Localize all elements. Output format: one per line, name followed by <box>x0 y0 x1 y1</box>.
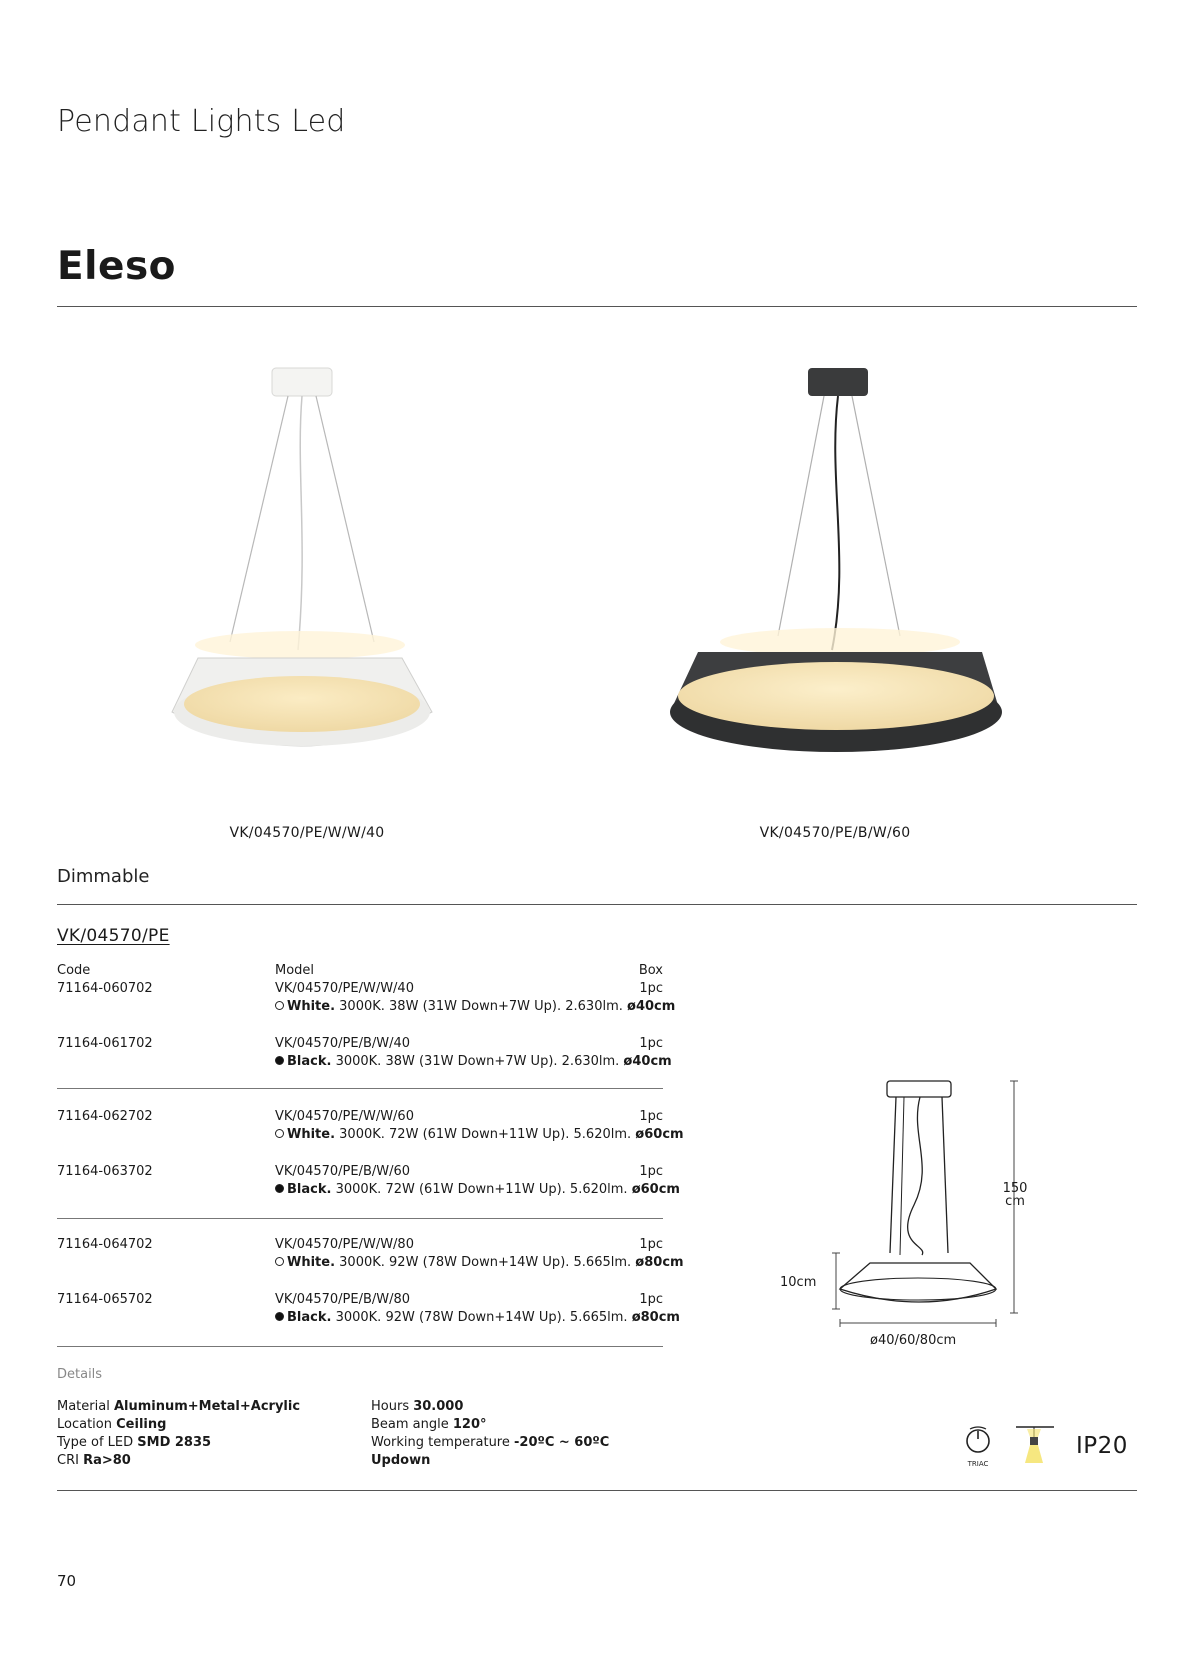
spec-text: 3000K. 92W (78W Down+14W Up). 5.665lm. <box>331 1310 632 1325</box>
product-name: Eleso <box>57 244 176 289</box>
page-number: 70 <box>57 1572 77 1590</box>
row-box: 1pc <box>639 1036 663 1051</box>
detail-material: Material Aluminum+Metal+Acrylic <box>57 1399 301 1414</box>
row-description <box>275 1182 680 1197</box>
black-swatch-icon <box>275 1312 284 1321</box>
white-swatch-icon <box>275 1001 284 1010</box>
details-heading: Details <box>57 1367 103 1382</box>
size-label: ø60cm <box>635 1127 684 1142</box>
white-swatch-icon <box>275 1257 284 1266</box>
category-title: Pendant Lights Led <box>57 104 346 139</box>
detail-beam-angle: Beam angle 120° <box>371 1417 487 1432</box>
row-code: 71164-064702 <box>57 1237 153 1252</box>
dimmable-label: Dimmable <box>57 866 150 887</box>
row-code: 71164-065702 <box>57 1292 153 1307</box>
size-label: ø40cm <box>627 999 676 1014</box>
details-left <box>57 1398 300 1470</box>
detail-updown: Updown <box>371 1453 431 1468</box>
row-box: 1pc <box>639 1237 663 1252</box>
row-code: 71164-063702 <box>57 1164 153 1179</box>
detail-hours: Hours 30.000 <box>371 1399 464 1414</box>
row-model: VK/04570/PE/W/W/60 <box>275 1109 414 1124</box>
shade-height-label: 10cm <box>780 1275 817 1290</box>
image-label-black: VK/04570/PE/B/W/60 <box>759 825 911 841</box>
detail-cri: CRI Ra>80 <box>57 1453 131 1468</box>
color-label: White. <box>287 1255 336 1270</box>
header-divider <box>57 306 1137 307</box>
product-image-white <box>170 360 450 770</box>
row-box: 1pc <box>639 981 663 996</box>
group-divider <box>57 1088 663 1089</box>
row-model: VK/04570/PE/B/W/80 <box>275 1292 411 1307</box>
black-swatch-icon <box>275 1056 284 1065</box>
size-label: ø80cm <box>631 1310 680 1325</box>
color-label: White. <box>287 999 336 1014</box>
triac-label: TRIAC <box>967 1460 989 1468</box>
group-divider <box>57 1218 663 1219</box>
product-image-black <box>668 360 1008 770</box>
row-description <box>275 1054 672 1069</box>
detail-led-type: Type of LED SMD 2835 <box>57 1435 212 1450</box>
row-model: VK/04570/PE/W/W/40 <box>275 981 414 996</box>
row-description <box>275 999 675 1014</box>
ip-rating: IP20 <box>1076 1433 1128 1459</box>
size-label: ø60cm <box>631 1182 680 1197</box>
row-box: 1pc <box>639 1292 663 1307</box>
color-label: Black. <box>287 1310 332 1325</box>
size-label: ø40cm <box>623 1054 672 1069</box>
updown-light-icon <box>1012 1423 1058 1469</box>
section-divider <box>57 904 1137 905</box>
white-swatch-icon <box>275 1129 284 1138</box>
detail-location: Location Ceiling <box>57 1417 167 1432</box>
details-right <box>371 1398 609 1470</box>
spec-text: 3000K. 72W (61W Down+11W Up). 5.620lm. <box>331 1182 632 1197</box>
row-code: 71164-061702 <box>57 1036 153 1051</box>
spec-text: 3000K. 72W (61W Down+11W Up). 5.620lm. <box>335 1127 636 1142</box>
spec-text: 3000K. 92W (78W Down+14W Up). 5.665lm. <box>335 1255 636 1270</box>
detail-working-temperature: Working temperature -20ºC ~ 60ºC <box>371 1435 610 1450</box>
triac-dimmer-icon <box>958 1423 998 1469</box>
row-box: 1pc <box>639 1164 663 1179</box>
row-box: 1pc <box>639 1109 663 1124</box>
diameter-label: ø40/60/80cm <box>870 1333 957 1348</box>
row-description <box>275 1127 684 1142</box>
header-model: Model <box>275 963 315 978</box>
height-label: 150 cm <box>1002 1181 1028 1209</box>
spec-text: 3000K. 38W (31W Down+7W Up). 2.630lm. <box>335 999 628 1014</box>
image-label-white: VK/04570/PE/W/W/40 <box>229 825 385 841</box>
table-bottom-divider <box>57 1346 663 1347</box>
header-code: Code <box>57 963 91 978</box>
row-model: VK/04570/PE/B/W/60 <box>275 1164 411 1179</box>
size-label: ø80cm <box>635 1255 684 1270</box>
row-code: 71164-060702 <box>57 981 153 996</box>
row-model: VK/04570/PE/B/W/40 <box>275 1036 411 1051</box>
header-box: Box <box>638 963 663 978</box>
color-label: White. <box>287 1127 336 1142</box>
spec-text: 3000K. 38W (31W Down+7W Up). 2.630lm. <box>331 1054 624 1069</box>
row-code: 71164-062702 <box>57 1109 153 1124</box>
black-swatch-icon <box>275 1184 284 1193</box>
color-label: Black. <box>287 1182 332 1197</box>
row-model: VK/04570/PE/W/W/80 <box>275 1237 414 1252</box>
row-description <box>275 1310 680 1325</box>
family-code: VK/04570/PE <box>57 926 170 946</box>
color-label: Black. <box>287 1054 332 1069</box>
row-description <box>275 1255 684 1270</box>
details-divider <box>57 1490 1137 1491</box>
